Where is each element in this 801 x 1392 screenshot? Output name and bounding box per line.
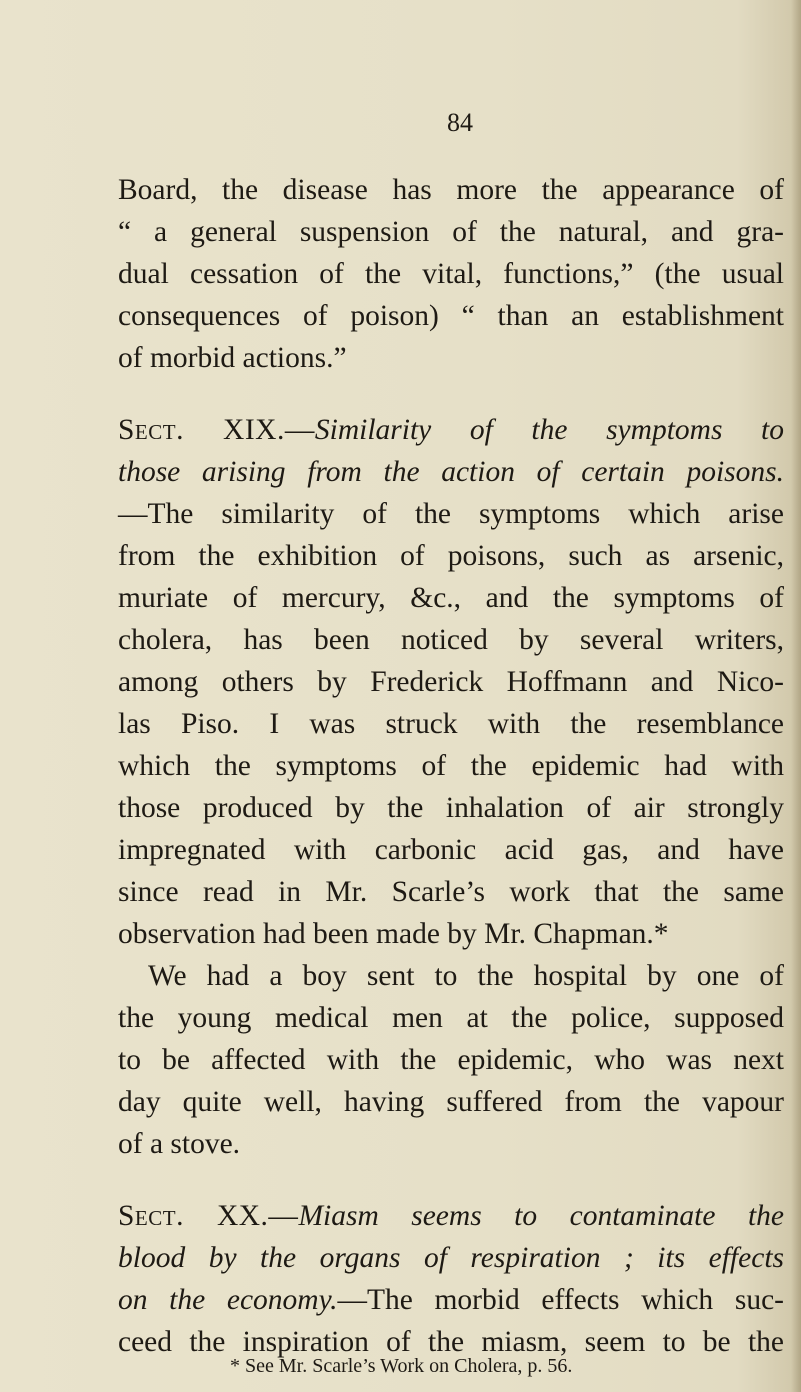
text-line: impregnated with carbonic acid gas, and have (118, 834, 784, 866)
page-number: 84 (447, 108, 473, 137)
section-title: Similarity of the symptoms to (314, 414, 784, 446)
text-line: day quite well, having suffered from the vapour (118, 1086, 784, 1118)
text-line: since read in Mr. Scarle’s work that the same (118, 876, 784, 908)
section-title: Miasm seems to contaminate the (298, 1200, 784, 1232)
section-label: Sect. XIX.— (118, 414, 315, 446)
footnote: * See Mr. Scarle’s Work on Cholera, p. 56. (230, 1355, 573, 1377)
text-line: “ a general suspension of the natural, and gra- (118, 216, 784, 248)
text-line: which the symptoms of the epidemic had with (118, 750, 784, 782)
text-line: We had a boy sent to the hospital by one of (148, 960, 784, 992)
section-heading-xx (118, 1199, 784, 1233)
text-line: Board, the disease has more the appearance of (118, 174, 784, 206)
text-line: those produced by the inhalation of air strongly (118, 792, 784, 824)
text-line: from the exhibition of poisons, such as arsenic, (118, 540, 784, 572)
text-line: of a stove. (118, 1128, 241, 1160)
text-line: observation had been made by Mr. Chapman.* (118, 918, 669, 950)
text-line: dual cessation of the vital, functions,” (the usual (118, 258, 784, 290)
text-line: las Piso. I was struck with the resemblance (118, 708, 784, 740)
text-line: among others by Frederick Hoffmann and Nico- (118, 666, 784, 698)
section-title-line: blood by the organs of respiration ; its effects (118, 1242, 784, 1274)
text-line: to be affected with the epidemic, who was next (118, 1044, 784, 1076)
text-line: —The similarity of the symptoms which arise (118, 498, 784, 530)
section-title-end: on the economy. (118, 1284, 338, 1316)
section-title-line: those arising from the action of certain poisons. (118, 456, 784, 488)
text-run: —The morbid effects which suc- (337, 1284, 784, 1316)
section-label: Sect. XX.— (118, 1200, 299, 1232)
text-line: the young medical men at the police, supposed (118, 1002, 784, 1034)
text-line: of morbid actions.” (118, 342, 347, 374)
text-line: consequences of poison) “ than an establishment (118, 300, 784, 332)
page-edge-shadow (791, 0, 801, 1392)
text-line (118, 1283, 784, 1317)
text-line: cholera, has been noticed by several writers, (118, 624, 784, 656)
text-line: muriate of mercury, &c., and the symptoms of (118, 582, 784, 614)
text-line: ceed the inspiration of the miasm, seem to be the (118, 1326, 784, 1358)
section-heading-xix (118, 413, 784, 447)
